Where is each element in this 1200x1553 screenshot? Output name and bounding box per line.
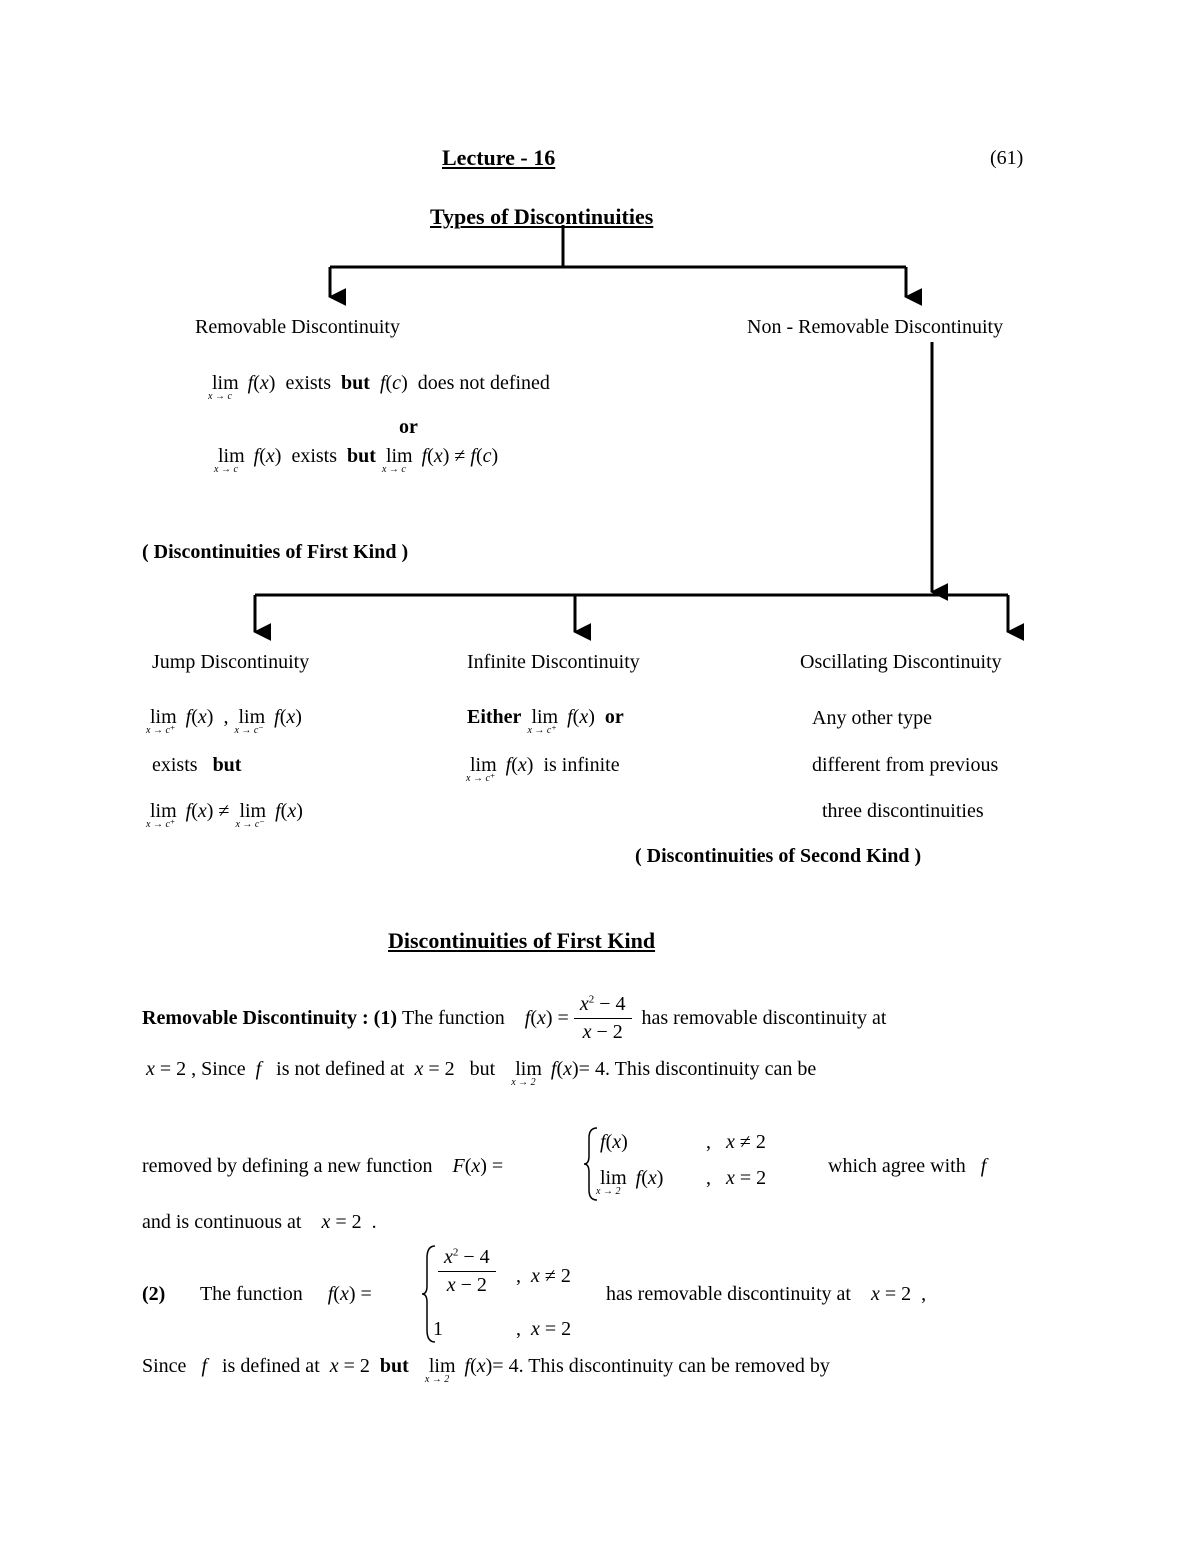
removable-condition-2: lim x → c f(x) exists but lim x → c f(x) ≠ f(c) bbox=[214, 445, 499, 475]
piecewise-1-cond-2: , x = 2 bbox=[706, 1167, 767, 1189]
infinite-condition-2: lim x → c⁺ f(x) is infinite bbox=[466, 754, 620, 784]
oscillating-line-3: three discontinuities bbox=[822, 800, 984, 822]
fraction-x2-4-over-x-2: $\frac{x^2 - 4}{x - 2}$ bbox=[574, 993, 632, 1044]
section-heading: Discontinuities of First Kind bbox=[388, 928, 656, 953]
second-kind-note: ( Discontinuities of Second Kind ) bbox=[635, 845, 922, 867]
non-removable-label: Non - Removable Discontinuity bbox=[747, 316, 1004, 338]
oscillating-line-2: different from previous bbox=[812, 754, 999, 776]
oscillating-line-1: Any other type bbox=[812, 707, 932, 729]
example-2-line-1: (2) The function f(x) = bbox=[142, 1283, 372, 1305]
or-text: or bbox=[399, 416, 418, 438]
piecewise-1-case-2: lim x → 2 f(x) bbox=[596, 1167, 664, 1197]
example-1-line-2: x = 2 , Since f is not defined at x = 2 but lim x → 2 f(x)= 4. This discontinuity can be bbox=[146, 1058, 817, 1088]
lecture-title: Lecture - 16 bbox=[442, 145, 556, 170]
piecewise-2-cond-1: , x ≠ 2 bbox=[516, 1265, 571, 1287]
removable-condition-1: lim x → c f(x) exists but f(c) does not defined bbox=[208, 372, 550, 402]
removable-label: Removable Discontinuity bbox=[195, 316, 400, 338]
jump-condition-2: exists but bbox=[152, 754, 242, 776]
example-1-line-3-text: removed by defining a new function F(x) = bbox=[142, 1155, 504, 1177]
diagram-title: Types of Discontinuities bbox=[430, 204, 654, 229]
oscillating-label: Oscillating Discontinuity bbox=[800, 651, 1002, 673]
example-2-line-1-tail: has removable discontinuity at x = 2 , bbox=[606, 1283, 927, 1305]
jump-label: Jump Discontinuity bbox=[152, 651, 310, 673]
piecewise-2-case-2: 1 bbox=[433, 1318, 443, 1340]
piecewise-2-cond-2: , x = 2 bbox=[516, 1318, 572, 1340]
jump-condition-1: lim x → c⁺ f(x) , lim x → c⁻ f(x) bbox=[146, 706, 302, 736]
example-1-line-4: and is continuous at x = 2 . bbox=[142, 1211, 377, 1233]
piecewise-1-cond-1: , x ≠ 2 bbox=[706, 1131, 766, 1153]
piecewise-1-case-1: f(x) bbox=[600, 1131, 628, 1153]
example-1-line-1: Removable Discontinuity : (1) The function f(x) = $\frac{x^2 - 4}{x - 2}$ has removable discontinuity at bbox=[142, 992, 887, 1043]
jump-condition-3: lim x → c⁺ f(x) ≠ lim x → c⁻ f(x) bbox=[146, 800, 303, 830]
infinite-condition-1: Either lim x → c⁺ f(x) or bbox=[467, 706, 624, 736]
page-number: (61) bbox=[990, 147, 1024, 169]
piecewise-2-case-1: $\frac{x^2 - 4}{x - 2}$ bbox=[438, 1246, 496, 1297]
infinite-label: Infinite Discontinuity bbox=[467, 651, 640, 673]
example-2-line-2: Since f is defined at x = 2 but lim x → 2 f(x)= 4. This discontinuity can be removed by bbox=[142, 1355, 830, 1385]
first-kind-note: ( Discontinuities of First Kind ) bbox=[142, 541, 409, 563]
example-1-line-3-tail: which agree with f bbox=[828, 1155, 987, 1177]
